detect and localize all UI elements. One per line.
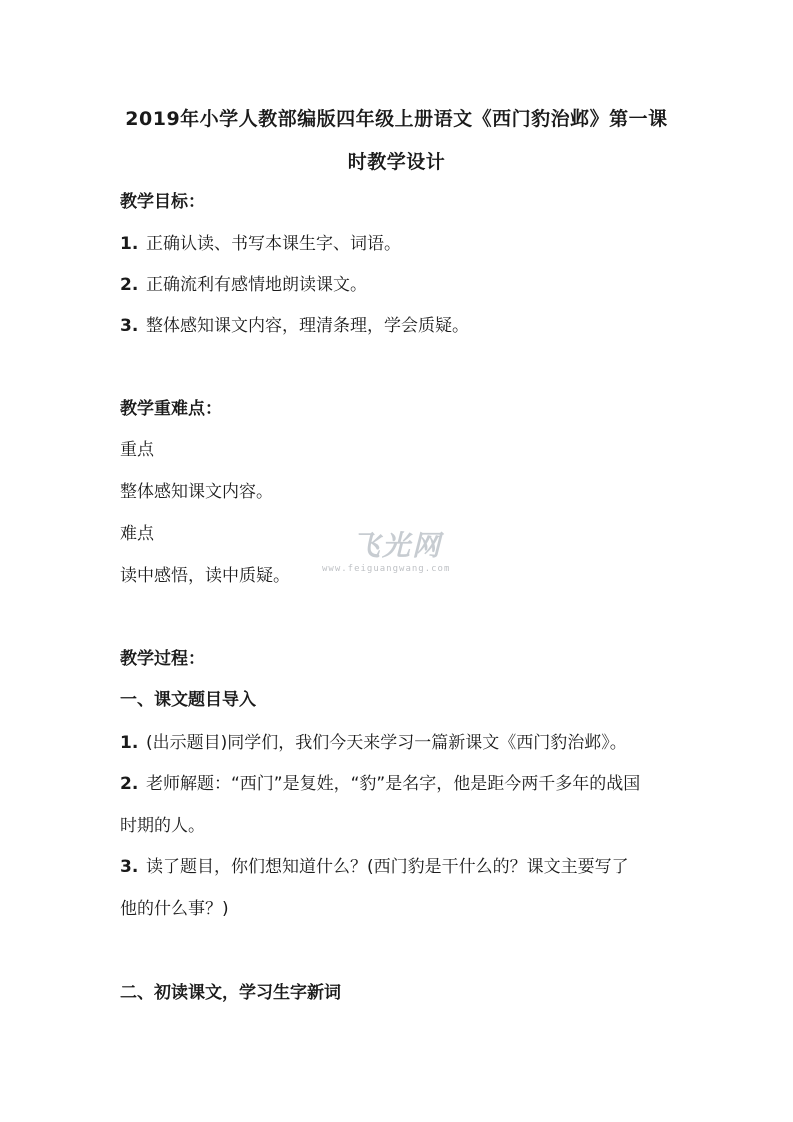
goal-item [120,314,680,338]
hard-point-label: 难点 [120,524,154,544]
goals-heading: 教学目标： [120,192,205,212]
process-item [120,731,680,755]
process-text: 老师解题：“西门”是复姓，“豹”是名字，他是距今两千多年的战国 [146,774,641,794]
process-number: 1. [120,733,139,753]
process-section-heading: 二、初读课文，学习生字新词 [120,983,341,1003]
process-number: 3. [120,857,139,877]
process-item [120,772,680,796]
difficulties-heading: 教学重难点： [120,399,222,419]
process-text: 时期的人。 [120,816,205,836]
watermark-logo-text: 飞光网 [352,529,443,562]
document-title-line1: 2019年小学人教部编版四年级上册语文《西门豹治邺》第一课 [125,108,668,130]
process-text: 他的什么事？) [120,899,229,919]
process-heading: 教学过程： [120,649,205,669]
process-number: 2. [120,774,139,794]
process-text: (出示题目)同学们，我们今天来学习一篇新课文《西门豹治邺》。 [146,733,627,753]
goal-number: 2. [120,275,139,295]
process-item [120,855,680,879]
goal-text: 正确认读、书写本课生字、词语。 [146,234,401,254]
goal-text: 正确流利有感情地朗读课文。 [146,275,367,295]
goal-text: 整体感知课文内容，理清条理，学会质疑。 [146,316,469,336]
watermark-logo [322,524,472,588]
goal-item [120,273,680,297]
hard-point-text: 读中感悟，读中质疑。 [120,566,290,586]
goal-number: 1. [120,234,139,254]
key-point-text: 整体感知课文内容。 [120,482,273,502]
goal-number: 3. [120,316,139,336]
watermark-url: www.feiguangwang.com [322,564,451,574]
process-item-continued [120,814,680,838]
key-point-label: 重点 [120,440,154,460]
document-title-line2: 时教学设计 [347,151,446,173]
process-section-heading: 一、课文题目导入 [120,690,256,710]
goal-item [120,232,680,256]
process-item-continued [120,897,680,921]
process-text: 读了题目，你们想知道什么？(西门豹是干什么的？课文主要写了 [146,857,629,877]
